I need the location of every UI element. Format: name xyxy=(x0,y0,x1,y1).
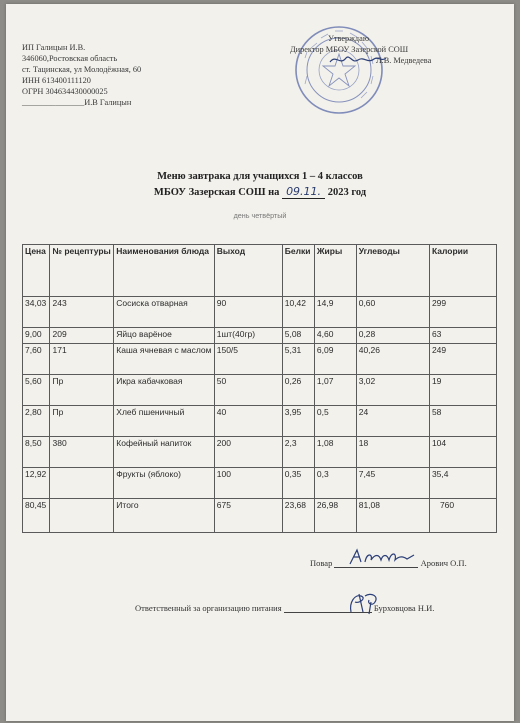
cell-recipe: 171 xyxy=(50,344,114,375)
cell-carbs: 0,28 xyxy=(356,328,429,344)
responsible-signature-block xyxy=(135,602,434,613)
col-calories: Калории xyxy=(429,245,496,297)
cell-calories: 63 xyxy=(429,328,496,344)
cell-price: 34,03 xyxy=(23,297,50,328)
supplier-inn: ИНН 613400111120 xyxy=(22,76,91,85)
director-signature xyxy=(328,52,388,68)
cell-protein: 3,95 xyxy=(282,406,314,437)
cell-portion: 1шт(40гр) xyxy=(214,328,282,344)
approval-label: Утверждаю xyxy=(328,34,370,43)
col-fat: Жиры xyxy=(314,245,356,297)
cell-portion: 40 xyxy=(214,406,282,437)
cell-calories: 58 xyxy=(429,406,496,437)
cell-protein: 2,3 xyxy=(282,437,314,468)
supplier-name: ИП Галицын И.В. xyxy=(22,43,86,52)
cell-dish: Хлеб пшеничный xyxy=(114,406,214,437)
table-row xyxy=(23,344,497,375)
cell-fat: 1,08 xyxy=(314,437,356,468)
supplier-ogrn: ОГРН 304634430000025 xyxy=(22,87,108,96)
cook-name: Арович О.П. xyxy=(420,558,467,568)
cell-dish: Яйцо варёное xyxy=(114,328,214,344)
supplier-signature-line: _______________И.В Галицын xyxy=(22,98,132,107)
supplier-address-street: ст. Тацинская, ул Молодёжная, 60 xyxy=(22,65,142,74)
col-portion: Выход xyxy=(214,245,282,297)
table-row xyxy=(23,468,497,499)
cell-price: 8,50 xyxy=(23,437,50,468)
cell-protein: 5,08 xyxy=(282,328,314,344)
cell-recipe: 380 xyxy=(50,437,114,468)
menu-title: Меню завтрака для учащихся 1 – 4 классов xyxy=(157,171,363,182)
menu-table xyxy=(22,244,497,533)
table-row xyxy=(23,328,497,344)
approval-director-name: Л.В. Медведева xyxy=(376,56,432,65)
cell-price: 9,00 xyxy=(23,328,50,344)
cell-dish: Икра кабачковая xyxy=(114,375,214,406)
cell-fat: 1,07 xyxy=(314,375,356,406)
table-row xyxy=(23,406,497,437)
cook-label: Повар xyxy=(310,558,333,568)
cell-recipe: Пр xyxy=(50,406,114,437)
cell-carbs: 3,02 xyxy=(356,375,429,406)
table-row xyxy=(23,437,497,468)
cell-calories: 19 xyxy=(429,375,496,406)
cell-carbs: 7,45 xyxy=(356,468,429,499)
cook-handwritten-signature xyxy=(347,546,417,568)
cell-carbs: 18 xyxy=(356,437,429,468)
cell-recipe xyxy=(50,468,114,499)
total-protein: 23,68 xyxy=(282,499,314,533)
cell-fat: 14,9 xyxy=(314,297,356,328)
menu-subtitle xyxy=(0,185,520,198)
cell-calories: 249 xyxy=(429,344,496,375)
year-suffix: 2023 год xyxy=(327,187,367,198)
cell-fat: 0,3 xyxy=(314,468,356,499)
col-dish-name: Наименования блюда xyxy=(114,245,214,297)
cell-portion: 150/5 xyxy=(214,344,282,375)
cell-dish: Каша ячневая с маслом xyxy=(114,344,214,375)
cell-portion: 90 xyxy=(214,297,282,328)
total-fat: 26,98 xyxy=(314,499,356,533)
table-row xyxy=(23,375,497,406)
cell-carbs: 0,60 xyxy=(356,297,429,328)
cell-fat: 0,5 xyxy=(314,406,356,437)
total-label: Итого xyxy=(114,499,214,533)
responsible-name: Бурховцова Н.И. xyxy=(373,603,435,613)
total-carbs: 81,08 xyxy=(356,499,429,533)
cell-calories: 299 xyxy=(429,297,496,328)
table-row xyxy=(23,297,497,328)
approval-position: Директор МБОУ Зазерской СОШ xyxy=(290,45,409,54)
cell-price: 5,60 xyxy=(23,375,50,406)
cell-fat: 4,60 xyxy=(314,328,356,344)
cell-fat: 6,09 xyxy=(314,344,356,375)
cell-calories: 35,4 xyxy=(429,468,496,499)
cell-carbs: 40,26 xyxy=(356,344,429,375)
cell-dish: Фрукты (яблоко) xyxy=(114,468,214,499)
col-carbs: Углеводы xyxy=(356,245,429,297)
total-portion: 675 xyxy=(214,499,282,533)
supplier-address-region: 346060,Ростовская область xyxy=(22,54,118,63)
cell-dish: Кофейный напиток xyxy=(114,437,214,468)
cell-portion: 100 xyxy=(214,468,282,499)
cell-dish: Сосиска отварная xyxy=(114,297,214,328)
cell-portion: 200 xyxy=(214,437,282,468)
col-price: Цена xyxy=(23,245,50,297)
responsible-label: Ответственный за организацию питания xyxy=(135,603,282,613)
cell-protein: 5,31 xyxy=(282,344,314,375)
cell-price: 7,60 xyxy=(23,344,50,375)
table-header-row xyxy=(23,245,497,297)
col-recipe-number: № рецептуры xyxy=(50,245,114,297)
responsible-handwritten-signature xyxy=(345,590,385,616)
day-label: день четвёртый xyxy=(233,211,287,220)
school-name-prefix: МБОУ Зазерская СОШ на xyxy=(153,187,280,198)
cell-recipe: Пр xyxy=(50,375,114,406)
cell-protein: 0,26 xyxy=(282,375,314,406)
cell-portion: 50 xyxy=(214,375,282,406)
cell-carbs: 24 xyxy=(356,406,429,437)
total-calories: 760 xyxy=(429,499,496,533)
supplier-block xyxy=(22,42,141,108)
cell-recipe: 243 xyxy=(50,297,114,328)
cell-protein: 10,42 xyxy=(282,297,314,328)
cell-price: 12,92 xyxy=(23,468,50,499)
cell-calories: 104 xyxy=(429,437,496,468)
total-price: 80,45 xyxy=(23,499,50,533)
col-protein: Белки xyxy=(282,245,314,297)
cell-protein: 0,35 xyxy=(282,468,314,499)
total-recipe xyxy=(50,499,114,533)
handwritten-date: 09.11. xyxy=(282,185,325,199)
cell-recipe: 209 xyxy=(50,328,114,344)
table-total-row xyxy=(23,499,497,533)
cell-price: 2,80 xyxy=(23,406,50,437)
